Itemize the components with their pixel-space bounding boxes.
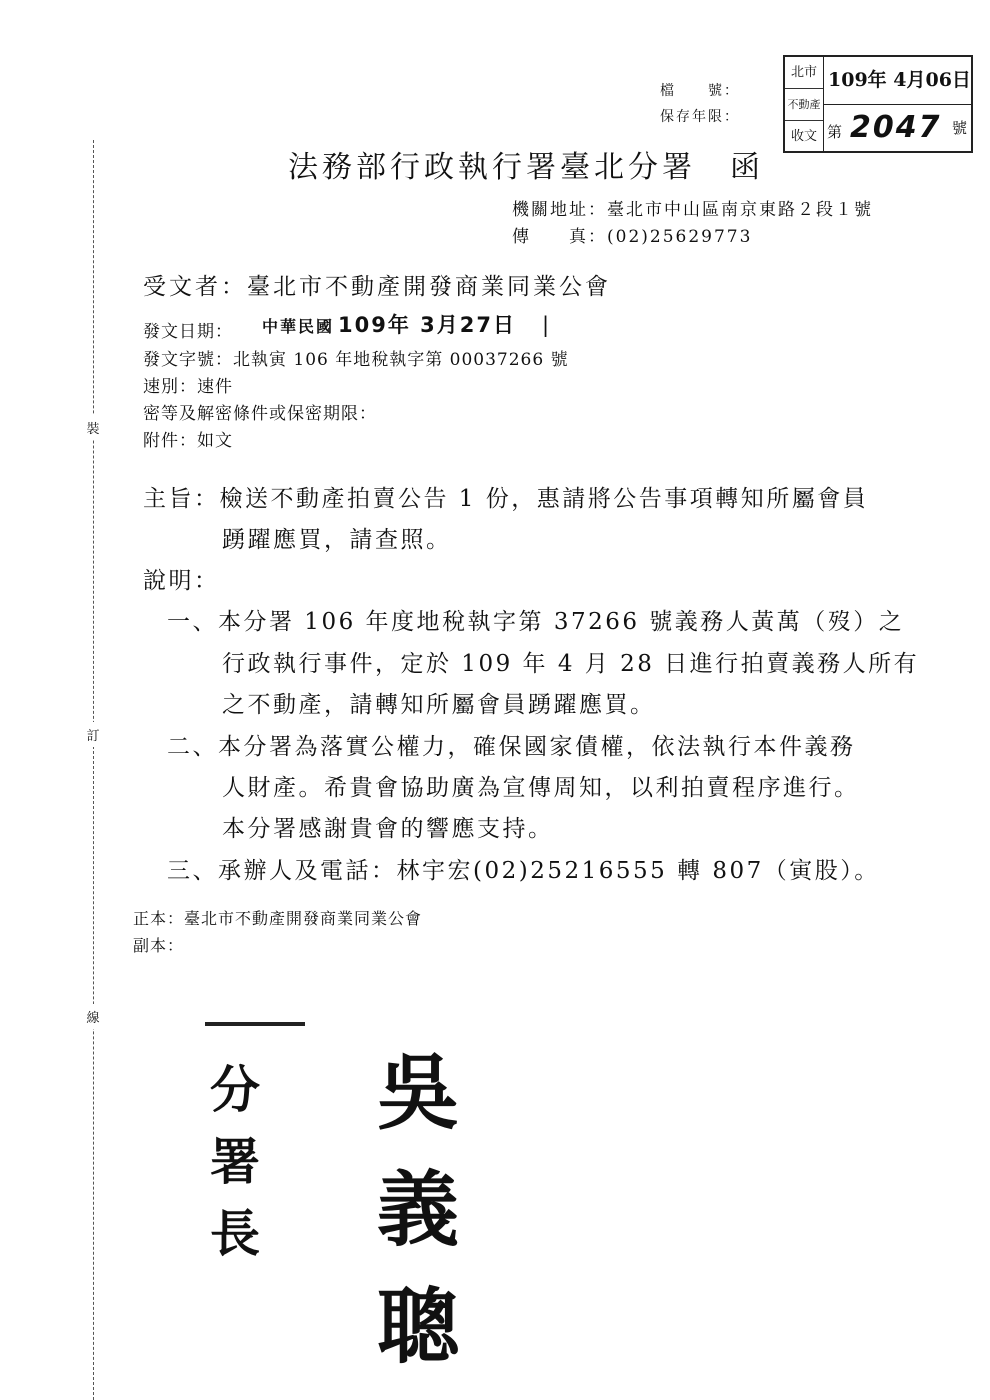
explanation-item-1-line-3: 之不動產，請轉知所屬會員踴躍應買。 (222, 692, 656, 718)
signature-name: 吳義聰 (377, 1046, 464, 1375)
explanation-item-2-line-2: 人財產。希貴會協助廣為宣傳周知，以利拍賣程序進行。 (222, 775, 860, 801)
subject-line-2: 踴躍應買，請查照。 (222, 527, 452, 553)
received-stamp (783, 55, 973, 153)
speed-class: 速別：速件 (143, 377, 233, 397)
secrecy-level: 密等及解密條件或保密期限： (143, 404, 377, 424)
binding-line (93, 140, 94, 1400)
stamp-number-prefix: 第 (827, 123, 843, 141)
seal-stroke (205, 1022, 305, 1026)
date-stamp: 中華民國 109年 3月27日 | (262, 313, 552, 337)
document-number: 發文字號：北執寅 106 年地稅執字第 00037266 號 (143, 350, 569, 370)
attachment: 附件：如文 (143, 431, 233, 451)
stamp-number-row (823, 105, 971, 151)
explanation-item-3-line-1: 三、承辦人及電話：林宇宏(02)25216555 轉 807（寅股）。 (167, 858, 880, 884)
agency-address: 機關地址：臺北市中山區南京東路２段１號 (512, 200, 873, 220)
explanation-item-1-line-1: 一、本分署 106 年度地稅執字第 37266 號義務人黃萬（歿）之 (167, 609, 905, 635)
signature-title: 分署長 (210, 1061, 258, 1263)
document-title: 法務部行政執行署臺北分署 函 (288, 150, 764, 185)
file-number-label: 檔 號： (660, 83, 740, 99)
date-era: 中華民國 (262, 317, 335, 336)
original-recipient: 正本：臺北市不動產開發商業同業公會 (133, 909, 423, 928)
binding-mark-1: 裝 (84, 415, 102, 440)
binding-mark-3: 線 (84, 1004, 102, 1029)
explanation-label: 說明： (143, 568, 220, 594)
stamp-number: 2047 (850, 110, 942, 145)
explanation-item-1-line-2: 行政執行事件，定於 109 年 4 月 28 日進行拍賣義務人所有 (222, 651, 920, 677)
stamp-number-suffix: 號 (951, 119, 967, 137)
retention-label: 保存年限： (660, 109, 740, 125)
subject-line-1: 主旨：檢送不動產拍賣公告 1 份，惠請將公告事項轉知所屬會員 (143, 486, 869, 512)
agency-fax: 傳 真：(02)25629773 (512, 227, 753, 247)
stamp-left-3: 收文 (790, 129, 817, 144)
stamp-left-1: 北市 (785, 57, 823, 89)
stamp-date: 109年 4月06日 (823, 57, 971, 105)
explanation-item-2-line-1: 二、本分署為落實公權力，確保國家債權，依法執行本件義務 (167, 734, 856, 760)
stamp-left-column (785, 57, 824, 151)
copy-recipient: 副本： (133, 936, 185, 955)
stamp-left-2: 不動產 (785, 89, 823, 121)
date-label: 發文日期： (143, 322, 233, 342)
explanation-item-2-line-3: 本分署感謝貴會的響應支持。 (222, 816, 554, 842)
date-value: 109年 3月27日 (338, 313, 516, 337)
recipient: 受文者：臺北市不動產開發商業同業公會 (143, 274, 611, 300)
binding-mark-2: 訂 (84, 722, 102, 747)
